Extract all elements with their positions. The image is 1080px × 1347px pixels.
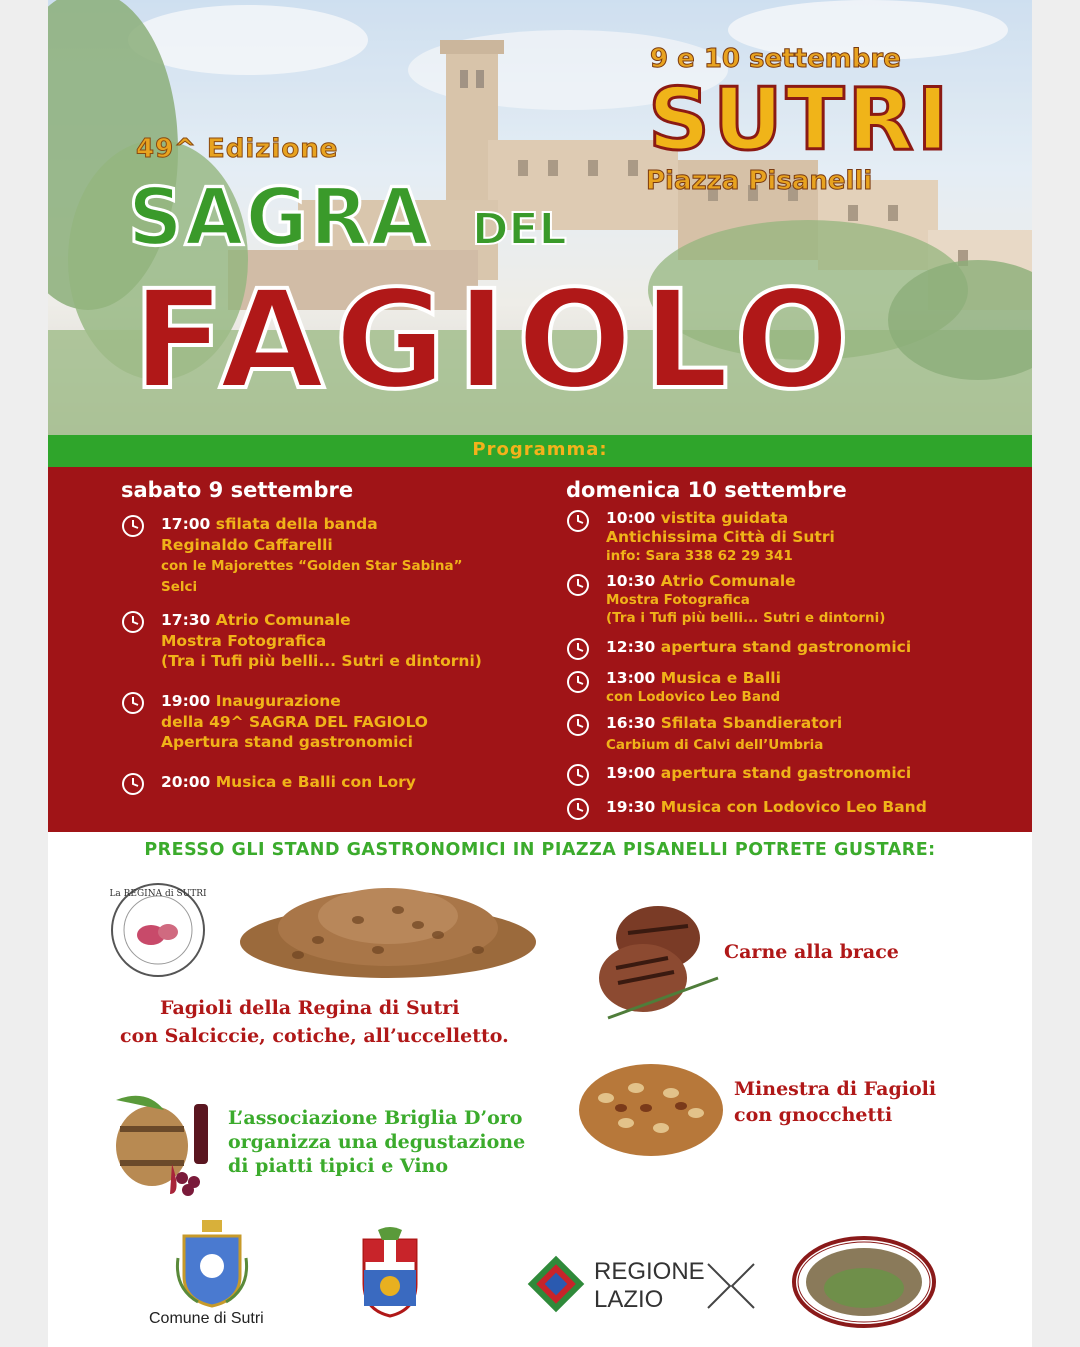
clock-icon: [121, 772, 145, 796]
clock-icon: [566, 713, 590, 737]
clock-icon: [121, 610, 145, 634]
event-line: Musica e Balli: [660, 669, 781, 687]
programma-bar: [48, 435, 1032, 467]
hero-banner: [48, 0, 1032, 435]
minestra-line: con gnocchetti: [734, 1104, 893, 1126]
regione-lazio-emblem: [526, 1254, 586, 1314]
event-line: Atrio Comunale: [215, 611, 351, 629]
regione-line: REGIONE: [594, 1258, 705, 1285]
title-del: DEL: [472, 204, 567, 255]
event-text: [161, 514, 462, 596]
minestra-image: [576, 1058, 726, 1158]
programma-panel: [48, 467, 1032, 832]
event-text: [606, 797, 927, 818]
event-line: sfilata della banda: [215, 515, 378, 533]
anfiteatro-badge: [792, 1236, 936, 1328]
event-text: [606, 763, 911, 784]
event-line: della 49^ SAGRA DEL FAGIOLO: [161, 712, 428, 731]
event-time: 10:00: [606, 509, 656, 527]
event-text: [161, 772, 416, 793]
event-line: Antichissima Città di Sutri: [606, 527, 835, 546]
event-text: [161, 610, 482, 672]
clock-icon: [566, 573, 590, 597]
carne-title: Carne alla brace: [724, 941, 899, 963]
event-time: 16:30: [606, 714, 656, 732]
wine-barrel-image: [112, 1086, 222, 1196]
event-line: apertura stand gastronomici: [660, 638, 912, 656]
clock-icon: [566, 670, 590, 694]
event-time: 20:00: [161, 773, 211, 791]
svg-text:La REGINA di SUTRI: La REGINA di SUTRI: [109, 889, 207, 899]
event-dates: 9 e 10 settembre: [650, 44, 901, 74]
event-line: Inaugurazione: [215, 692, 341, 710]
regione-lazio-text: [594, 1258, 705, 1314]
event-time: 12:30: [606, 638, 656, 656]
clock-icon: [566, 797, 590, 821]
event-text: [606, 713, 842, 754]
fagioli-subtitle: con Salciccie, cotiche, all’uccelletto.: [120, 1025, 509, 1047]
briglia-line: organizza una degustazione: [228, 1131, 526, 1153]
briglia-line: di piatti tipici e Vino: [228, 1155, 449, 1177]
beans-pile-image: [238, 880, 538, 980]
event-line: con Lodovico Leo Band: [606, 688, 781, 705]
event-line: Musica e Balli con Lory: [215, 773, 416, 791]
event-text: [606, 670, 781, 706]
regione-line: LAZIO: [594, 1286, 664, 1313]
minestra-line: Minestra di Fagioli: [734, 1078, 937, 1100]
event-time: 13:00: [606, 669, 656, 687]
clock-icon: [566, 509, 590, 533]
event-line: info: Sara 338 62 29 341: [606, 548, 793, 564]
event-line: con le Majorettes “Golden Star Sabina”: [161, 558, 463, 574]
event-time: 19:00: [606, 764, 656, 782]
clock-icon: [566, 637, 590, 661]
food-intro: PRESSO GLI STAND GASTRONOMICI IN PIAZZA PISANELLI POTRETE GUSTARE:: [144, 840, 936, 860]
clock-icon: [121, 514, 145, 538]
event-line: Musica con Lodovico Leo Band: [660, 798, 927, 816]
clock-icon: [121, 691, 145, 715]
event-text: [606, 637, 911, 658]
event-line: Sfilata Sbandieratori: [660, 714, 843, 732]
event-line: vistita guidata: [660, 509, 789, 527]
event-text: [161, 691, 428, 753]
grilled-meat-image: [588, 888, 726, 1026]
event-time: 10:30: [606, 572, 656, 590]
event-line: Carbium di Calvi dell’Umbria: [606, 736, 824, 753]
event-line: Mostra Fotografica: [161, 631, 327, 650]
poster: [48, 0, 1032, 1347]
comune-caption: Comune di Sutri: [149, 1310, 264, 1327]
event-time: 17:00: [161, 515, 211, 533]
fagioli-title: Fagioli della Regina di Sutri: [160, 997, 460, 1019]
town-name: SUTRI: [648, 70, 952, 170]
event-time: 19:00: [161, 692, 211, 710]
clock-icon: [566, 763, 590, 787]
event-line: Apertura stand gastronomici: [161, 733, 413, 751]
event-text: [606, 509, 835, 565]
title-fagiolo: FAGIOLO: [132, 262, 860, 420]
event-line: Selci: [161, 578, 198, 595]
event-text: [606, 573, 885, 627]
event-line: (Tra i Tufi più belli... Sutri e dintorni): [606, 609, 886, 626]
minestra-text: [734, 1076, 936, 1128]
regione-lazio-mark: [706, 1258, 756, 1318]
comune-di-sutri-crest: [174, 1218, 250, 1308]
title-sagra: SAGRA: [128, 169, 432, 264]
briglia-text: [228, 1106, 525, 1178]
event-time: 19:30: [606, 798, 656, 816]
saturday-title: sabato 9 settembre: [121, 478, 354, 502]
sunday-title: domenica 10 settembre: [566, 478, 847, 502]
briglia-line: L’associazione Briglia D’oro: [228, 1107, 523, 1129]
event-line: apertura stand gastronomici: [660, 764, 912, 782]
event-line: Reginaldo Caffarelli: [161, 535, 333, 554]
event-place: Piazza Pisanelli: [646, 166, 873, 196]
event-line: Mostra Fotografica: [606, 591, 750, 608]
event-line: Atrio Comunale: [660, 572, 796, 590]
event-time: 17:30: [161, 611, 211, 629]
regina-di-sutri-logo: [106, 880, 210, 980]
event-line: (Tra i Tufi più belli... Sutri e dintorni): [161, 652, 482, 670]
edition-label: 49^ Edizione: [136, 134, 339, 164]
programma-label: Programma:: [472, 439, 608, 460]
provincia-crest: [358, 1226, 422, 1318]
